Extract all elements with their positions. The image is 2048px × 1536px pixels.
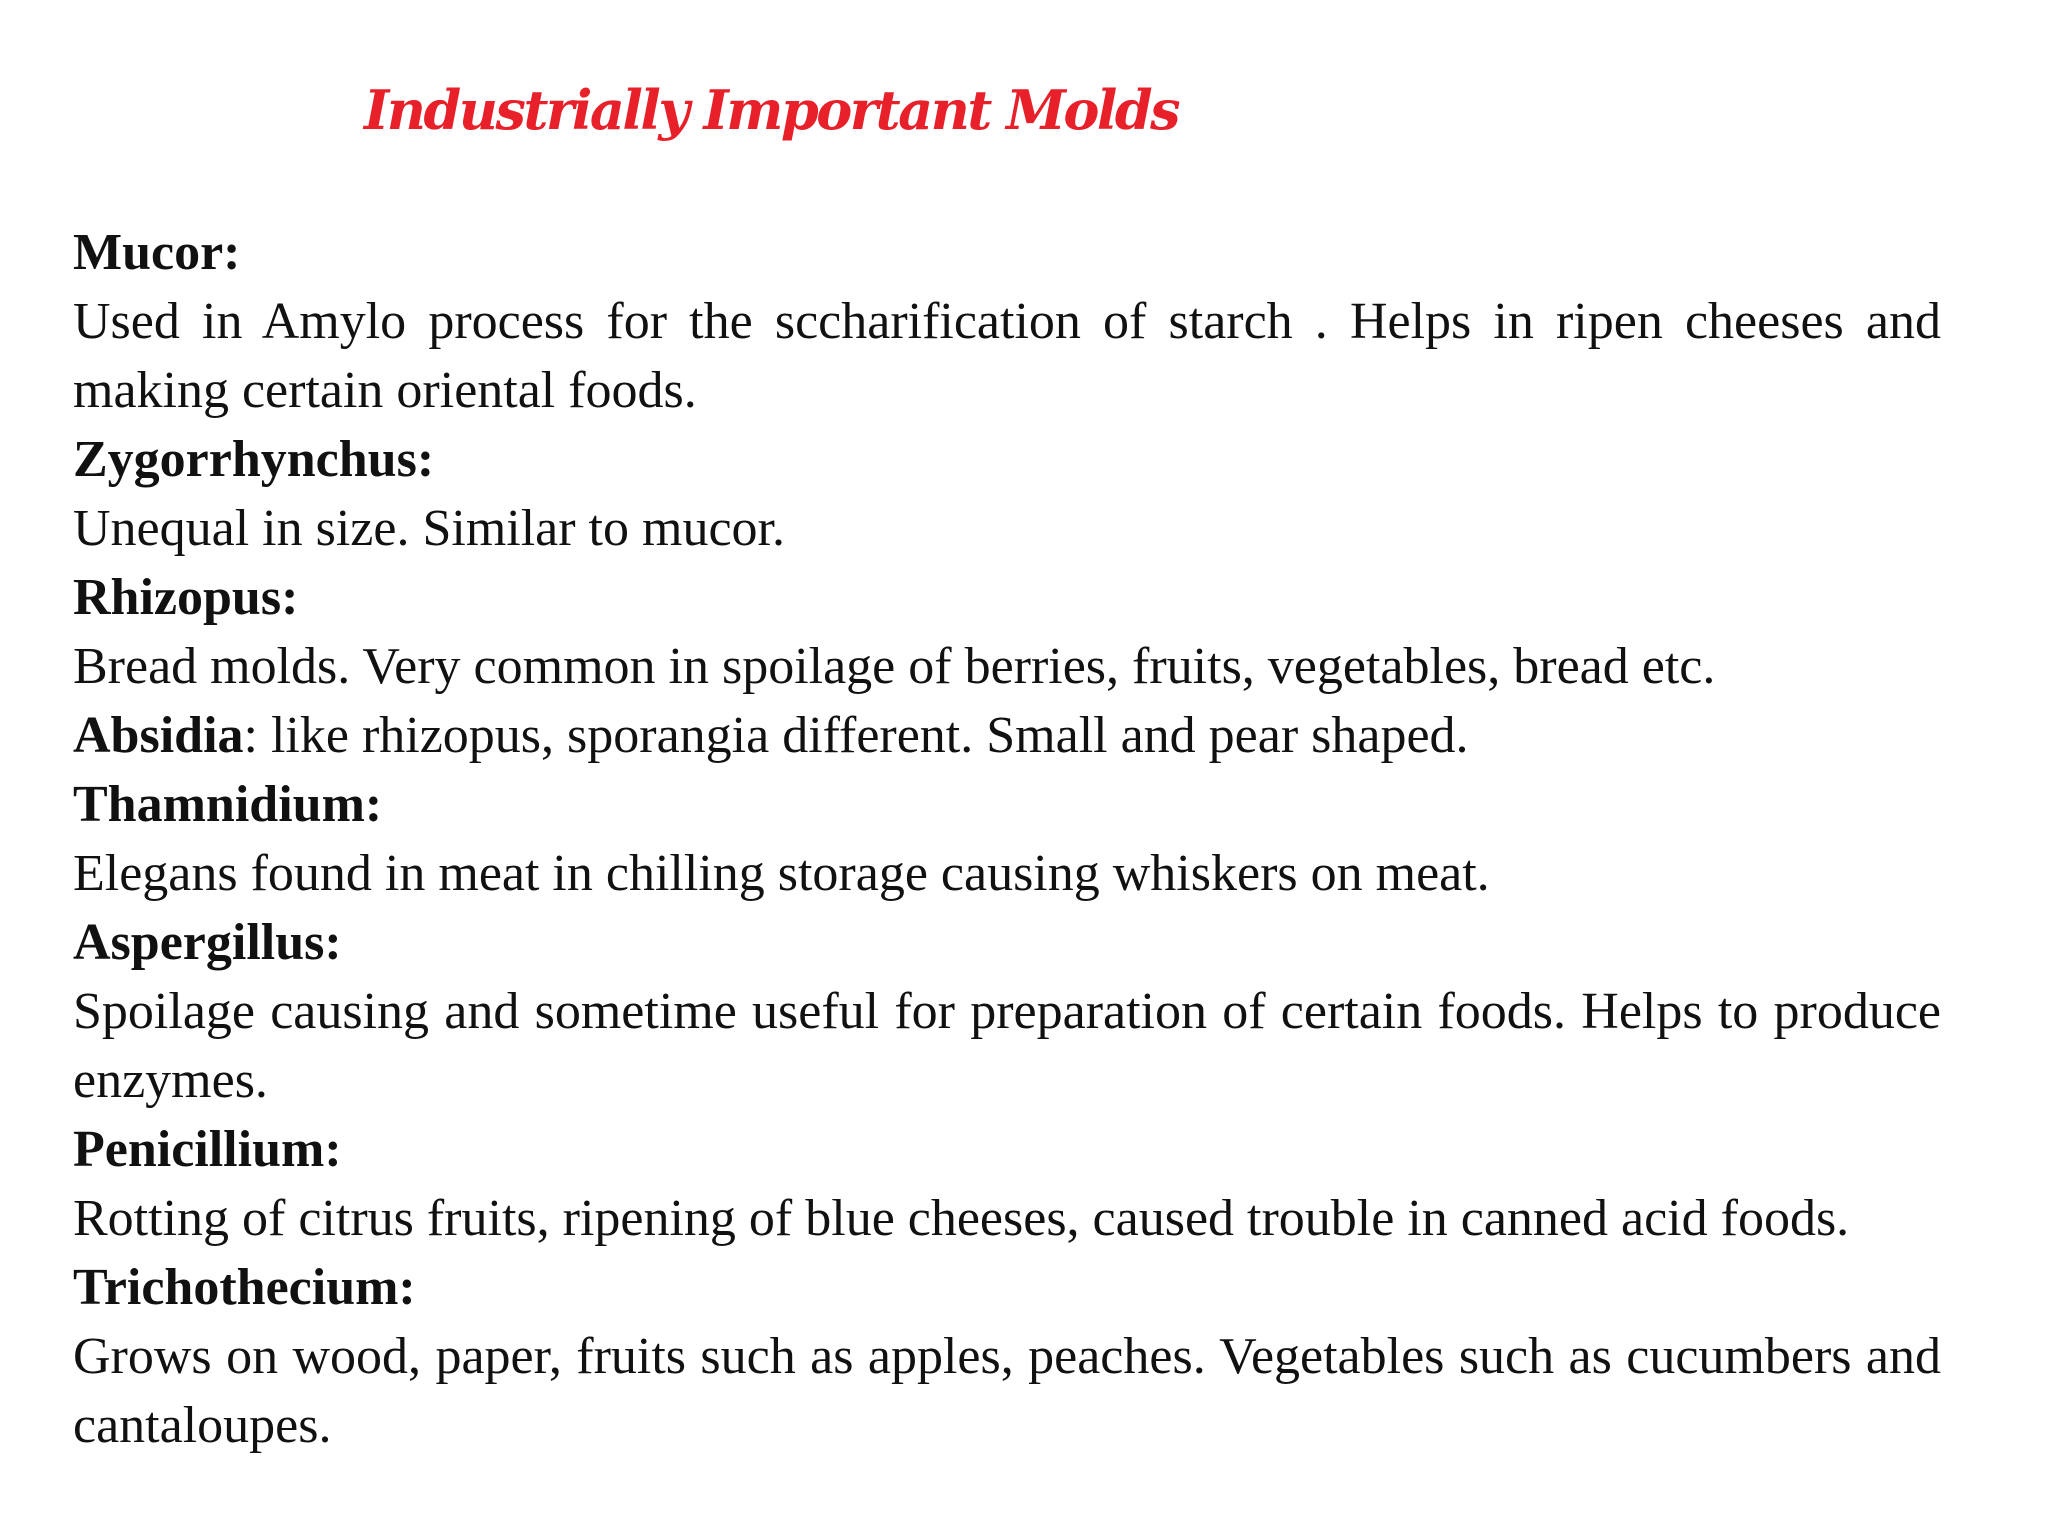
slide-content (73, 218, 1941, 1460)
rhizopus-description: Bread molds. Very common in spoilage of berries, fruits, vegetables, bread etc. (73, 638, 1716, 695)
absidia-line (73, 701, 1941, 770)
rhizopus-heading: Rhizopus: (73, 569, 299, 626)
mucor-description: Used in Amylo process for the sccharification of starch . Helps in ripen cheeses and making certain oriental foods. (73, 293, 1941, 419)
absidia-heading: Absidia (73, 707, 244, 764)
thamnidium-heading: Thamnidium: (73, 776, 383, 833)
zygorrhynchus-heading: Zygorrhynchus: (73, 431, 435, 488)
thamnidium-description: Elegans found in meat in chilling storage causing whiskers on meat. (73, 845, 1490, 902)
aspergillus-heading: Aspergillus: (73, 914, 342, 971)
penicillium-description: Rotting of citrus fruits, ripening of blue cheeses, caused trouble in canned acid foods. (73, 1190, 1850, 1247)
trichothecium-description: Grows on wood, paper, fruits such as apples, peaches. Vegetables such as cucumbers and cantaloupes. (73, 1328, 1941, 1454)
penicillium-heading: Penicillium: (73, 1121, 342, 1178)
zygorrhynchus-description: Unequal in size. Similar to mucor. (73, 500, 785, 557)
absidia-description: : like rhizopus, sporangia different. Small and pear shaped. (243, 707, 1469, 764)
slide-title: Industrially Important Molds (364, 78, 1179, 142)
trichothecium-heading: Trichothecium: (73, 1259, 416, 1316)
aspergillus-description: Spoilage causing and sometime useful for preparation of certain foods. Helps to produce enzymes. (73, 983, 1941, 1109)
mucor-heading: Mucor: (73, 224, 241, 281)
